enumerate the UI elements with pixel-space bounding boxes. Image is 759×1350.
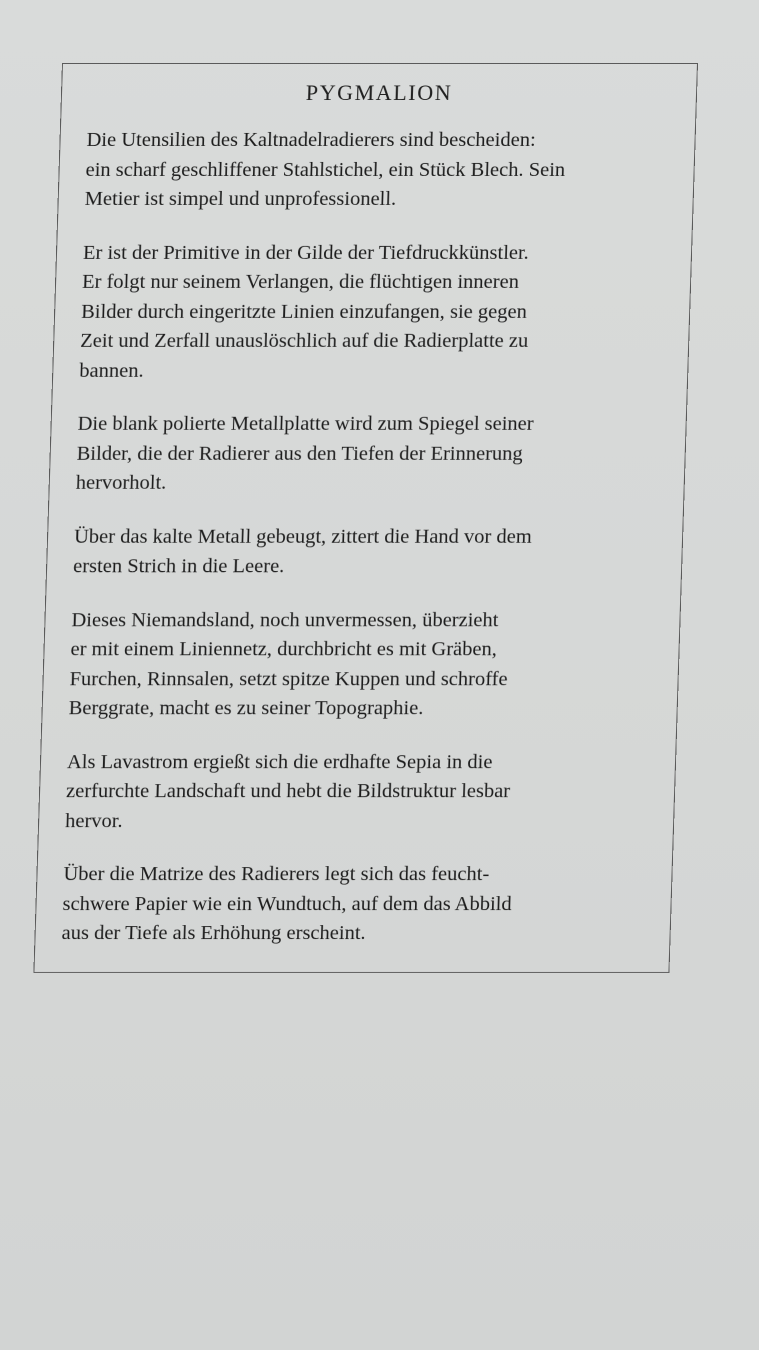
paragraph-line: Furchen, Rinnsalen, setzt spitze Kuppen und schroffe bbox=[69, 667, 509, 690]
paragraph-line: Zeit und Zerfall unauslöschlich auf die Radierplatte zu bbox=[79, 330, 529, 352]
paragraph-line: er mit einem Liniennetz, durchbricht es mit Gräben, bbox=[70, 638, 498, 660]
paragraph-line: Bilder durch eingeritzte Linien einzufangen, sie gegen bbox=[80, 300, 528, 323]
paragraph-1 bbox=[84, 126, 673, 215]
page-title: PYGMALION bbox=[305, 80, 453, 105]
paragraph-4 bbox=[73, 523, 661, 582]
paragraph-line: Berggrate, macht es zu seiner Topographie. bbox=[68, 697, 424, 719]
body-text bbox=[61, 126, 673, 949]
paragraph-line: Metier ist simpel und unprofessionell. bbox=[84, 188, 397, 210]
paragraph-line: Er ist der Primitive in der Gilde der Tiefdruckkünstler. bbox=[82, 241, 530, 264]
paragraph-line: Die Utensilien des Kaltnadelradierers sind bescheiden: bbox=[86, 129, 537, 151]
paragraph-2 bbox=[79, 239, 670, 387]
paragraph-line: Über das kalte Metall gebeugt, zittert die Hand vor dem bbox=[73, 525, 533, 548]
paragraph-line: hervorholt. bbox=[75, 472, 167, 494]
paragraph-5 bbox=[68, 606, 658, 724]
paragraph-3 bbox=[75, 410, 664, 499]
paragraph-line: Bilder, die der Radierer aus den Tiefen der Erinnerung bbox=[76, 442, 524, 465]
paragraph-line: zerfurchte Landschaft und hebt die Bildstruktur lesbar bbox=[65, 780, 511, 802]
paragraph-line: ein scharf geschliffener Stahlstichel, ein Stück Blech. Sein bbox=[85, 158, 566, 181]
paragraph-line: ersten Strich in die Leere. bbox=[72, 555, 285, 577]
paragraph-line: Dieses Niemandsland, noch unvermessen, überzieht bbox=[71, 608, 499, 631]
text-frame bbox=[33, 63, 698, 973]
paragraph-line: Als Lavastrom ergießt sich die erdhafte Sepia in die bbox=[66, 750, 493, 773]
paragraph-line: aus der Tiefe als Erhöhung erscheint. bbox=[61, 922, 367, 944]
paragraph-line: Über die Matrize des Radierers legt sich das feucht- bbox=[63, 863, 490, 885]
paragraph-6 bbox=[65, 748, 654, 837]
paragraph-line: schwere Papier wie ein Wundtuch, auf dem das Abbild bbox=[62, 892, 513, 915]
paragraph-line: Er folgt nur seinem Verlangen, die flüchtigen inneren bbox=[81, 271, 520, 293]
paragraph-7 bbox=[61, 860, 650, 949]
paragraph-line: Die blank polierte Metallplatte wird zum Spiegel seiner bbox=[77, 413, 535, 435]
paragraph-line: bannen. bbox=[78, 359, 145, 382]
paragraph-line: hervor. bbox=[64, 809, 124, 832]
